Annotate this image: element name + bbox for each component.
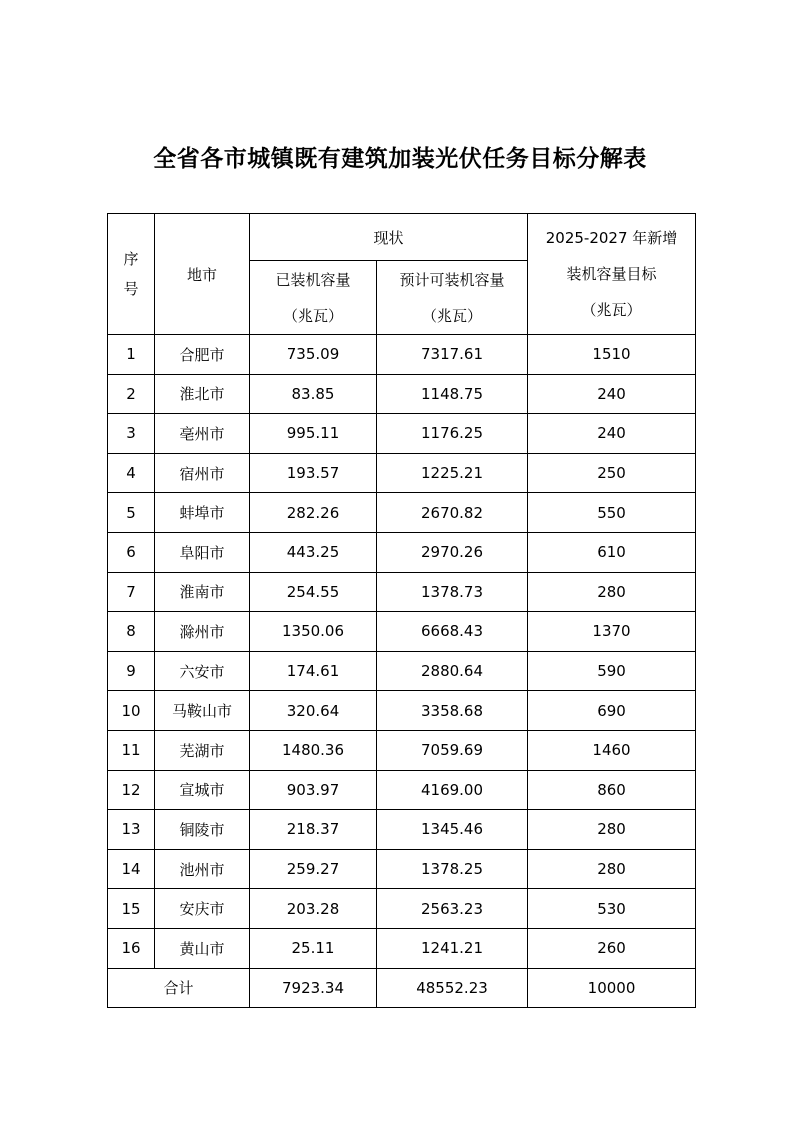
cell-seq: 16: [108, 928, 155, 968]
cell-installed: 903.97: [250, 770, 377, 810]
total-label: 合计: [108, 968, 250, 1007]
cell-seq: 9: [108, 651, 155, 691]
cell-city: 宣城市: [155, 770, 250, 810]
cell-installed: 995.11: [250, 414, 377, 454]
cell-target: 1510: [528, 335, 696, 375]
total-row: [108, 968, 696, 1007]
cell-installed: 735.09: [250, 335, 377, 375]
cell-seq: 8: [108, 612, 155, 652]
cell-city: 池州市: [155, 849, 250, 889]
cell-seq: 13: [108, 810, 155, 850]
cell-target: 280: [528, 572, 696, 612]
cell-installed: 218.37: [250, 810, 377, 850]
cell-installed: 203.28: [250, 889, 377, 929]
total-installed: 7923.34: [250, 968, 377, 1007]
cell-seq: 7: [108, 572, 155, 612]
table-row: [108, 889, 696, 929]
cell-potential: 7317.61: [377, 335, 528, 375]
cell-city: 蚌埠市: [155, 493, 250, 533]
cell-city: 铜陵市: [155, 810, 250, 850]
target-table: [107, 213, 696, 1008]
cell-city: 淮北市: [155, 374, 250, 414]
table-row: [108, 928, 696, 968]
table-row: [108, 691, 696, 731]
table-row: [108, 532, 696, 572]
cell-potential: 4169.00: [377, 770, 528, 810]
cell-installed: 193.57: [250, 453, 377, 493]
header-seq: [108, 214, 155, 335]
cell-city: 合肥市: [155, 335, 250, 375]
cell-target: 240: [528, 414, 696, 454]
table-row: [108, 730, 696, 770]
cell-target: 590: [528, 651, 696, 691]
cell-target: 280: [528, 849, 696, 889]
cell-seq: 3: [108, 414, 155, 454]
cell-potential: 1378.73: [377, 572, 528, 612]
cell-installed: 443.25: [250, 532, 377, 572]
cell-target: 240: [528, 374, 696, 414]
table-row: [108, 572, 696, 612]
table-row: [108, 651, 696, 691]
cell-city: 阜阳市: [155, 532, 250, 572]
page-title: 全省各市城镇既有建筑加装光伏任务目标分解表: [153, 145, 647, 172]
table-row: [108, 335, 696, 375]
cell-target: 280: [528, 810, 696, 850]
cell-target: 690: [528, 691, 696, 731]
header-installed: [250, 261, 377, 335]
cell-installed: 1350.06: [250, 612, 377, 652]
cell-seq: 2: [108, 374, 155, 414]
header-target-line3: （兆瓦）: [581, 301, 642, 319]
cell-potential: 3358.68: [377, 691, 528, 731]
cell-seq: 4: [108, 453, 155, 493]
cell-potential: 1225.21: [377, 453, 528, 493]
cell-city: 马鞍山市: [155, 691, 250, 731]
table-row: [108, 849, 696, 889]
header-installed-line1: 已装机容量: [275, 270, 351, 289]
cell-seq: 14: [108, 849, 155, 889]
header-status: 现状: [250, 214, 528, 261]
header-potential-line2: （兆瓦）: [422, 306, 483, 325]
cell-potential: 1241.21: [377, 928, 528, 968]
cell-target: 1370: [528, 612, 696, 652]
cell-city: 淮南市: [155, 572, 250, 612]
cell-city: 黄山市: [155, 928, 250, 968]
cell-city: 安庆市: [155, 889, 250, 929]
header-potential-line1: 预计可装机容量: [399, 270, 505, 289]
table-row: [108, 453, 696, 493]
cell-target: 1460: [528, 730, 696, 770]
cell-potential: 2670.82: [377, 493, 528, 533]
cell-installed: 174.61: [250, 651, 377, 691]
cell-target: 260: [528, 928, 696, 968]
cell-installed: 1480.36: [250, 730, 377, 770]
cell-city: 六安市: [155, 651, 250, 691]
header-target-line1: 2025-2027 年新增: [545, 229, 678, 247]
cell-installed: 83.85: [250, 374, 377, 414]
header-installed-line2: （兆瓦）: [282, 306, 343, 325]
cell-target: 530: [528, 889, 696, 929]
cell-potential: 1378.25: [377, 849, 528, 889]
cell-target: 610: [528, 532, 696, 572]
cell-city: 滁州市: [155, 612, 250, 652]
cell-target: 860: [528, 770, 696, 810]
cell-installed: 259.27: [250, 849, 377, 889]
header-seq-line2: 号: [123, 280, 139, 298]
cell-potential: 6668.43: [377, 612, 528, 652]
cell-city: 亳州市: [155, 414, 250, 454]
cell-seq: 12: [108, 770, 155, 810]
cell-potential: 1148.75: [377, 374, 528, 414]
header-potential: [377, 261, 528, 335]
cell-seq: 10: [108, 691, 155, 731]
header-seq-line1: 序: [123, 250, 139, 268]
cell-seq: 11: [108, 730, 155, 770]
cell-target: 250: [528, 453, 696, 493]
cell-seq: 1: [108, 335, 155, 375]
cell-seq: 15: [108, 889, 155, 929]
table-row: [108, 414, 696, 454]
header-target-line2: 装机容量目标: [566, 265, 657, 283]
cell-installed: 282.26: [250, 493, 377, 533]
header-target: [528, 214, 696, 335]
cell-potential: 2563.23: [377, 889, 528, 929]
cell-potential: 7059.69: [377, 730, 528, 770]
cell-installed: 320.64: [250, 691, 377, 731]
table-row: [108, 493, 696, 533]
table-row: [108, 810, 696, 850]
cell-potential: 1345.46: [377, 810, 528, 850]
cell-potential: 2880.64: [377, 651, 528, 691]
cell-seq: 5: [108, 493, 155, 533]
total-target: 10000: [528, 968, 696, 1007]
cell-installed: 25.11: [250, 928, 377, 968]
header-city: 地市: [155, 214, 250, 335]
cell-city: 芜湖市: [155, 730, 250, 770]
cell-target: 550: [528, 493, 696, 533]
total-potential: 48552.23: [377, 968, 528, 1007]
cell-potential: 2970.26: [377, 532, 528, 572]
table-row: [108, 770, 696, 810]
cell-seq: 6: [108, 532, 155, 572]
cell-installed: 254.55: [250, 572, 377, 612]
cell-potential: 1176.25: [377, 414, 528, 454]
cell-city: 宿州市: [155, 453, 250, 493]
table-row: [108, 612, 696, 652]
table-row: [108, 374, 696, 414]
